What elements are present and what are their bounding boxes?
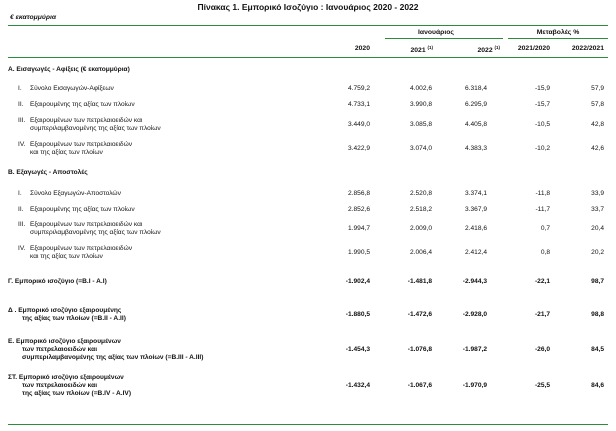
header-2021: 2021 $^{(1)}$ [410, 45, 433, 54]
rule-january [385, 38, 503, 39]
cell-v2021: 4.002,6 [410, 85, 432, 92]
cell-v2021: -1.076,8 [407, 346, 432, 353]
cell-c2: 84,5 [591, 346, 604, 353]
cell-c1: -22,1 [534, 278, 550, 285]
cell-c2: 20,4 [591, 225, 604, 232]
cell-v2021: 2.009,0 [410, 225, 432, 232]
row-label-line: Εξαιρουμένων των πετρελαιοειδών [30, 141, 133, 148]
header-2022: 2022 $^{(1)}$ [477, 45, 500, 54]
row-label-line: Δ . Εμπορικό ισοζύγιο εξαιρουμένης [8, 307, 122, 314]
row-prefix: II. [18, 206, 24, 213]
row-label-line: συμπεριλαμβανομένης της αξίας των πλοίων [30, 125, 161, 132]
row-label [18, 206, 135, 214]
header-changes: Μεταβολές % [536, 29, 580, 36]
row-prefix: III. [18, 221, 26, 228]
row-label-line: των πετρελαιοειδών και [22, 382, 98, 389]
row-label [8, 278, 107, 286]
cell-v2020: 4.759,2 [348, 85, 370, 92]
cell-c2: 42,6 [591, 145, 604, 152]
header-group-january: Ιανουάριος [418, 29, 454, 36]
table-row [8, 307, 608, 337]
row-label-line: και της αξίας των πλοίων [30, 253, 103, 260]
row-label [18, 190, 121, 198]
table-row [8, 245, 608, 275]
cell-v2021: 2.518,2 [410, 206, 432, 213]
row-label-line: Εξαιρουμένων των πετρελαιοειδών [30, 245, 133, 252]
cell-v2020: 2.856,8 [348, 190, 370, 197]
rule-changes [508, 38, 608, 39]
row-label [8, 374, 131, 398]
cell-v2020: 3.449,0 [348, 121, 370, 128]
row-prefix: I. [18, 190, 22, 197]
cell-c1: -10,2 [534, 145, 550, 152]
cell-v2021: -1.067,6 [407, 382, 432, 389]
cell-v2021: -1.472,6 [407, 311, 432, 318]
cell-v2022: -1.970,9 [462, 382, 487, 389]
table-row [8, 338, 608, 368]
cell-c2: 33,9 [591, 190, 604, 197]
cell-c2: 57,9 [591, 85, 604, 92]
cell-c1: -11,7 [535, 206, 550, 213]
cell-c2: 42,8 [591, 121, 604, 128]
row-label-line: και της αξίας των πλοίων [30, 149, 103, 156]
cell-v2022: 4.405,8 [465, 121, 487, 128]
cell-v2020: 4.733,1 [348, 101, 370, 108]
table-row [8, 374, 608, 404]
row-label-line: συμπεριλαμβανομένης της αξίας των πλοίων (=B.III - A.III) [22, 354, 204, 361]
row-label [8, 307, 126, 323]
row-label-line: ΣΤ. Εμπορικό ισοζύγιο εξαιρουμένων [8, 374, 124, 381]
cell-v2022: 6.295,9 [465, 101, 487, 108]
cell-c2: 20,2 [591, 249, 604, 256]
row-label-line: Εξαιρουμένης της αξίας των πλοίων [30, 101, 135, 108]
row-label-line: Εξαιρουμένων των πετρελαιοειδών και [30, 117, 143, 124]
cell-c1: -26,0 [534, 346, 550, 353]
row-label [8, 66, 130, 74]
cell-c2: 33,7 [591, 206, 604, 213]
rule-top [8, 25, 608, 26]
units-label: € εκατομμύρια [10, 14, 57, 21]
row-label-line: της αξίας των πλοίων (=B.IV - A.IV) [22, 390, 132, 397]
cell-c1: -10,5 [534, 121, 550, 128]
cell-c2: 98,8 [591, 311, 604, 318]
cell-v2020: 1.990,5 [348, 249, 370, 256]
rule-header-bottom [8, 57, 608, 58]
cell-v2020: -1.902,4 [345, 278, 370, 285]
cell-c1: 0,7 [540, 225, 550, 232]
cell-v2021: 2.520,8 [410, 190, 432, 197]
row-label [18, 221, 161, 237]
row-label [8, 338, 203, 362]
cell-v2022: 2.412,4 [465, 249, 487, 256]
cell-v2020: 1.994,7 [348, 225, 370, 232]
row-label [18, 141, 132, 157]
row-label-line: Εξαιρουμένης της αξίας των πλοίων [30, 206, 135, 213]
cell-v2022: -2.944,3 [462, 278, 487, 285]
cell-c1: 0,8 [540, 249, 550, 256]
cell-v2020: -1.432,4 [345, 382, 370, 389]
cell-v2020: 2.852,6 [348, 206, 370, 213]
cell-v2022: 4.383,3 [465, 145, 487, 152]
cell-v2020: -1.880,5 [345, 311, 370, 318]
rule-bottom [8, 424, 608, 425]
row-label [18, 245, 132, 261]
row-prefix: II. [18, 101, 24, 108]
row-prefix: IV. [18, 245, 26, 252]
table-row [8, 278, 608, 308]
cell-c1: -25,5 [534, 382, 550, 389]
cell-v2021: 3.990,8 [410, 101, 432, 108]
cell-c1: -21,7 [534, 311, 550, 318]
table-title: Πίνακας 1. Εμπορικό Ισοζύγιο : Ιανουάριος 2020 - 2022 [197, 2, 419, 12]
cell-v2021: -1.481,8 [407, 278, 432, 285]
row-label-line: Γ. Εμπορικό ισοζύγιο (=B.I - A.I) [8, 278, 107, 285]
cell-v2022: 3.374,1 [465, 190, 487, 197]
row-label [8, 169, 88, 177]
row-prefix: I. [18, 85, 22, 92]
cell-v2020: 3.422,9 [348, 145, 370, 152]
cell-v2020: -1.454,3 [345, 346, 370, 353]
row-label [18, 101, 135, 109]
row-label-line: Β. Εξαγωγές - Αποστολές [8, 169, 88, 176]
row-label-line: Εξαιρουμένων των πετρελαιοειδών και [30, 221, 143, 228]
cell-c2: 98,7 [591, 278, 604, 285]
cell-v2022: 3.367,9 [465, 206, 487, 213]
cell-v2022: -2.928,0 [462, 311, 487, 318]
cell-v2022: -1.987,2 [462, 346, 487, 353]
row-prefix: III. [18, 117, 26, 124]
cell-c1: -11,8 [535, 190, 550, 197]
row-prefix: IV. [18, 141, 26, 148]
cell-c1: -15,7 [534, 101, 550, 108]
cell-v2022: 6.318,4 [465, 85, 487, 92]
cell-v2021: 3.074,0 [410, 145, 432, 152]
cell-v2021: 2.006,4 [410, 249, 432, 256]
row-label-line: της αξίας των πλοίων (=B.II - A.II) [22, 315, 126, 322]
row-label [18, 117, 161, 133]
cell-c1: -15,9 [534, 85, 550, 92]
cell-c2: 84,6 [591, 382, 604, 389]
cell-c2: 57,8 [591, 101, 604, 108]
row-label [18, 85, 114, 93]
row-label-line: Σύνολο Εξαγωγών-Αποστολών [30, 190, 121, 197]
header-change-2021-2020: 2021/2020 [517, 45, 550, 52]
header-change-2022-2021: 2022/2021 [571, 45, 604, 52]
cell-v2022: 2.418,6 [465, 225, 487, 232]
row-label-line: Σύνολο Εισαγωγών-Αφίξεων [30, 85, 114, 92]
row-label-line: Α. Εισαγωγές - Αφίξεις (€ εκατομμύρια) [8, 66, 130, 73]
header-2020: 2020 [354, 45, 370, 52]
row-label-line: Ε. Εμπορικό ισοζύγιο εξαιρουμένων [8, 338, 121, 345]
cell-v2021: 3.085,8 [410, 121, 432, 128]
table-row [8, 141, 608, 171]
row-label-line: συμπεριλαμβανομένης της αξίας των πλοίων [30, 229, 161, 236]
row-label-line: των πετρελαιοειδών και [22, 346, 98, 353]
